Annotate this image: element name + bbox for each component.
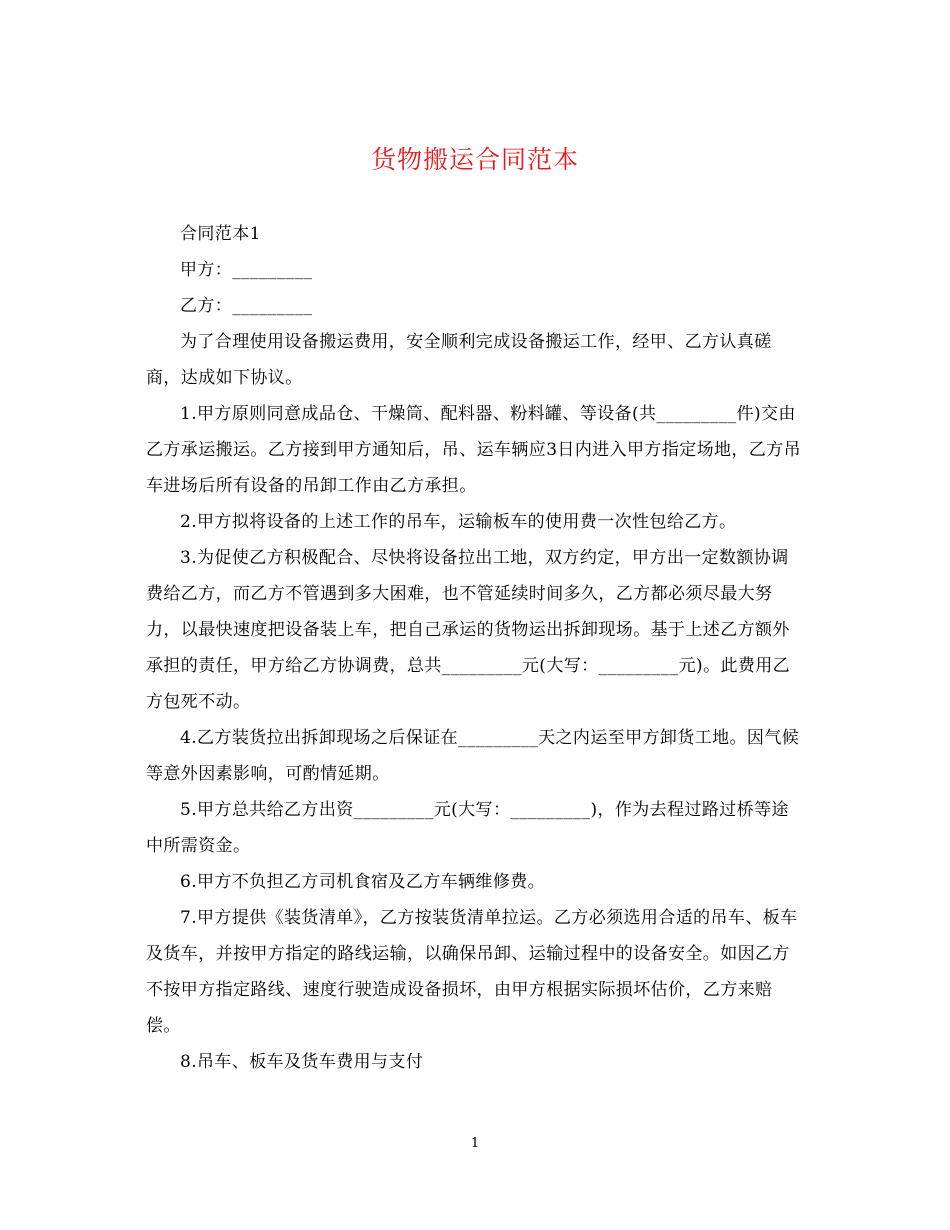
paragraph-preamble: 为了合理使用设备搬运费用，安全顺利完成设备搬运工作，经甲、乙方认真磋商，达成如下协议。 bbox=[146, 332, 772, 388]
paragraph-clause-8: 8.吊车、板车及货车费用与支付 bbox=[180, 1052, 424, 1072]
document-body bbox=[146, 216, 806, 1080]
paragraph-clause-1: 1.甲方原则同意成品仓、干燥筒、配料器、粉料罐、等设备(共_________件)交由乙方承运搬运。乙方接到甲方通知后，吊、运车辆应3日内进入甲方指定场地，乙方吊车进场后所有设备的吊卸工作由乙方承担。 bbox=[146, 404, 802, 496]
page-number: 1 bbox=[470, 1136, 480, 1151]
paragraph-clause-7: 7.甲方提供《装货清单》，乙方按装货清单拉运。乙方必须选用合适的吊车、板车及货车，并按甲方指定的路线运输，以确保吊卸、运输过程中的设备安全。如因乙方不按甲方指定路线、速度行驶造成设备损坏，由甲方根据实际损坏估价，乙方来赔偿。 bbox=[146, 908, 798, 1036]
paragraph-clause-4: 4.乙方装货拉出拆卸现场之后保证在_________天之内运至甲方卸货工地。因气候等意外因素影响，可酌情延期。 bbox=[146, 728, 800, 784]
paragraph-clause-5: 5.甲方总共给乙方出资_________元(大写：_________)，作为去程过路过桥等途中所需资金。 bbox=[146, 800, 789, 856]
paragraph-clause-2: 2.甲方拟将设备的上述工作的吊车，运输板车的使用费一次性包给乙方。 bbox=[180, 512, 737, 532]
paragraph-party-a: 甲方：_________ bbox=[180, 260, 313, 280]
document-title: 货物搬运合同范本 bbox=[370, 145, 579, 174]
paragraph-party-b: 乙方：_________ bbox=[180, 296, 313, 316]
paragraph-clause-6: 6.甲方不负担乙方司机食宿及乙方车辆维修费。 bbox=[180, 872, 546, 892]
paragraph-contract-sample-heading: 合同范本1 bbox=[180, 224, 261, 244]
paragraph-clause-3: 3.为促使乙方积极配合、尽快将设备拉出工地，双方约定，甲方出一定数额协调费给乙方，而乙方不管遇到多大困难，也不管延续时间多久，乙方都必须尽最大努力，以最快速度把设备装上车，把自己承运的货物运出拆卸现场。基于上述乙方额外承担的责任，甲方给乙方协调费，总共_________元(大写：_________元)。此费用乙方包死不动。 bbox=[146, 548, 791, 712]
